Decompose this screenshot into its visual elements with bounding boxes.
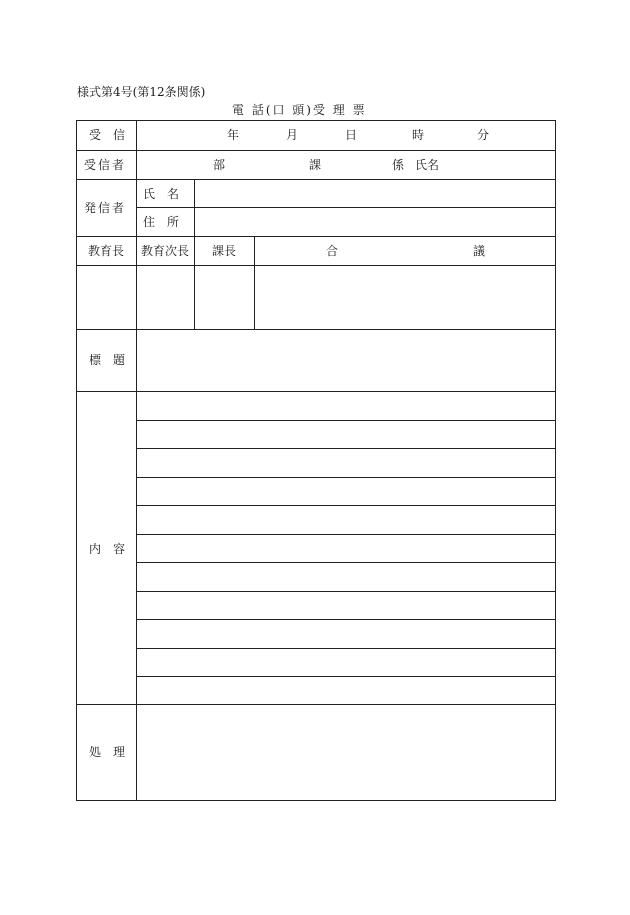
receiver-section: 課: [309, 158, 322, 172]
received-minute: 分: [477, 128, 490, 142]
action-field: [137, 705, 555, 800]
deputy-superintendent-label: 教育次長: [141, 244, 190, 258]
form-title: 電 話(口 頭)受 理 票: [232, 103, 367, 117]
subject-label: 標 題: [88, 353, 125, 367]
content-line: [136, 648, 556, 649]
content-line: [136, 448, 556, 449]
superintendent-label: 教育長: [88, 244, 125, 258]
consultation-stamp-cell: [255, 266, 555, 328]
form-number: 様式第4号(第12条関係): [77, 85, 206, 99]
row-divider: [76, 236, 556, 237]
received-day: 日: [345, 128, 358, 142]
content-line: [136, 619, 556, 620]
sender-name-label: 氏 名: [143, 187, 180, 201]
row-divider: [76, 150, 556, 151]
column-divider: [136, 120, 137, 801]
deputy-stamp-cell: [137, 266, 193, 328]
row-divider: [136, 207, 556, 208]
column-divider: [194, 179, 195, 236]
content-line: [136, 534, 556, 535]
received-hour: 時: [412, 128, 425, 142]
content-line: [136, 420, 556, 421]
content-line: [136, 477, 556, 478]
row-divider: [76, 391, 556, 392]
receiver-label: 受信者: [84, 158, 127, 172]
receiver-name: 氏名: [415, 158, 440, 172]
consultation-label-2: 議: [473, 244, 486, 258]
superintendent-stamp-cell: [77, 266, 135, 328]
receiver-subsection: 係: [392, 158, 405, 172]
receiver-department: 部: [213, 158, 226, 172]
action-label: 処 理: [88, 745, 125, 759]
section-chief-label: 課長: [212, 244, 237, 258]
content-label: 内 容: [88, 542, 125, 556]
received-year: 年: [227, 128, 240, 142]
content-line: [136, 676, 556, 677]
content-line: [136, 505, 556, 506]
received-month: 月: [286, 128, 299, 142]
row-divider: [76, 179, 556, 180]
consultation-label-1: 合: [326, 244, 339, 258]
received-label: 受 信: [88, 128, 125, 142]
content-line: [136, 591, 556, 592]
sender-address-label: 住 所: [143, 215, 180, 229]
section-chief-stamp-cell: [195, 266, 253, 328]
content-line: [136, 562, 556, 563]
subject-field: [137, 330, 555, 390]
sender-label: 発信者: [84, 201, 127, 215]
